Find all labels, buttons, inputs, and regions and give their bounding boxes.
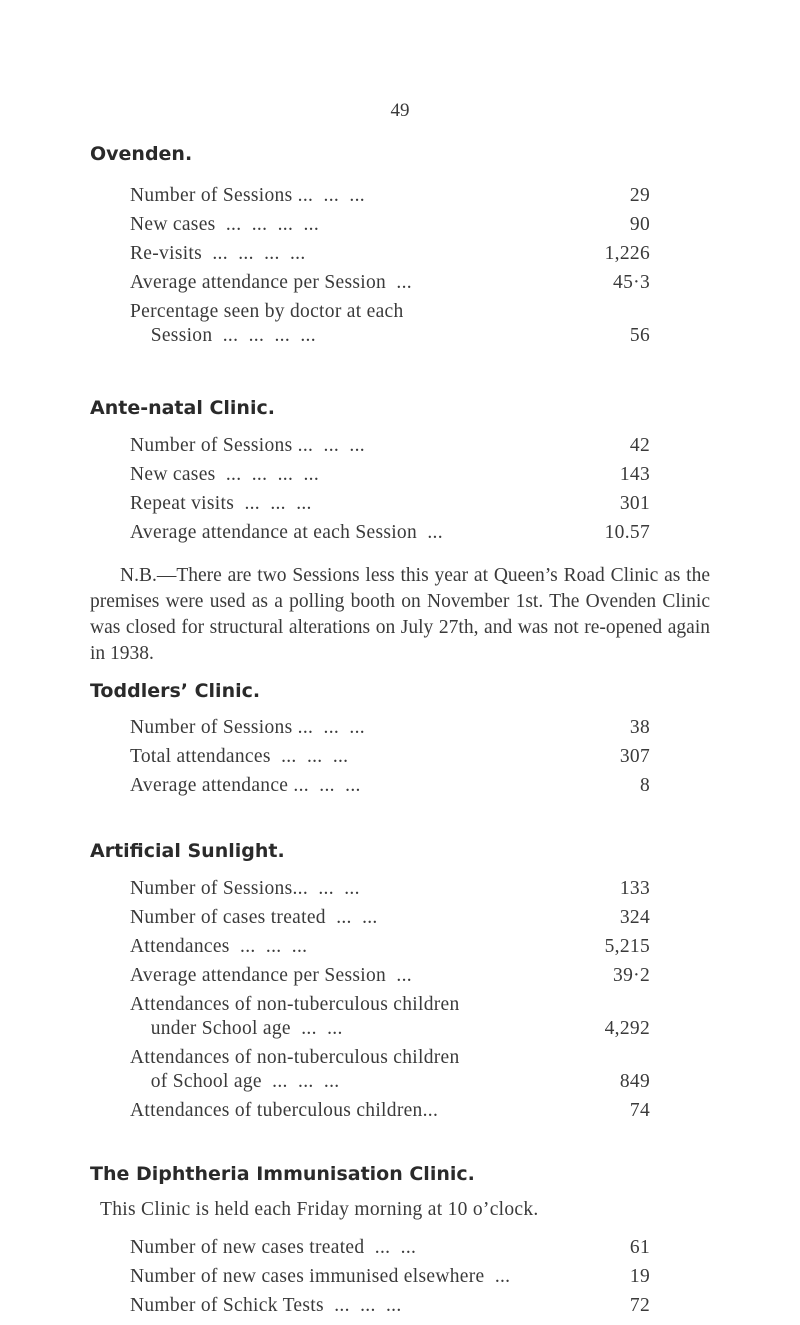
- diphtheria-heading: The Diphtheria Immunisation Clinic.: [90, 1163, 475, 1185]
- row-label: New cases ... ... ... ...: [130, 214, 320, 235]
- sunlight-row: [130, 1018, 650, 1048]
- sunlight-of-line: Attendances of non-tuberculous children: [130, 1047, 460, 1068]
- sunlight-heading: Artificial Sunlight.: [90, 840, 285, 862]
- row-label: under School age ... ...: [130, 1018, 343, 1039]
- antenatal-heading: Ante-natal Clinic.: [90, 397, 275, 419]
- sunlight-row: [130, 1100, 650, 1130]
- ovenden-row: [130, 214, 650, 244]
- row-value: 8: [639, 775, 650, 796]
- antenatal-row: [130, 464, 650, 494]
- antenatal-row: [130, 522, 650, 552]
- diphtheria-row: [130, 1266, 650, 1296]
- row-label: Number of new cases immunised elsewhere ...: [130, 1266, 511, 1287]
- row-label: New cases ... ... ... ...: [130, 464, 320, 485]
- row-value: 61: [629, 1237, 650, 1258]
- row-value: 90: [629, 214, 650, 235]
- ovenden-row: [130, 325, 650, 355]
- row-label: of School age ... ... ...: [130, 1071, 340, 1092]
- row-value: 307: [619, 746, 650, 767]
- row-value: 301: [619, 493, 650, 514]
- row-label: Number of cases treated ... ...: [130, 907, 378, 928]
- row-value: 1,226: [604, 243, 650, 264]
- row-label: Average attendance at each Session ...: [130, 522, 443, 543]
- page-number: 49: [390, 100, 410, 121]
- row-value: 38: [629, 717, 650, 738]
- row-label: Number of new cases treated ... ...: [130, 1237, 417, 1258]
- row-value: 143: [619, 464, 650, 485]
- row-value: 19: [629, 1266, 650, 1287]
- row-label: Attendances of tuberculous children...: [130, 1100, 439, 1121]
- diphtheria-row: [130, 1237, 650, 1267]
- toddlers-row: [130, 717, 650, 747]
- diphtheria-intro: This Clinic is held each Friday morning at 10 o’clock.: [100, 1199, 539, 1220]
- row-value: 849: [619, 1071, 650, 1092]
- antenatal-row: [130, 493, 650, 523]
- row-label: Number of Sessions ... ... ...: [130, 717, 365, 738]
- sunlight-row: [130, 936, 650, 966]
- sunlight-row: [130, 965, 650, 995]
- row-value: 5,215: [604, 936, 650, 957]
- sunlight-row: [130, 878, 650, 908]
- diphtheria-row: [130, 1295, 650, 1325]
- row-label: Session ... ... ... ...: [130, 325, 316, 346]
- row-label: Number of Schick Tests ... ... ...: [130, 1295, 402, 1316]
- toddlers-row: [130, 775, 650, 805]
- row-value: 42: [629, 435, 650, 456]
- row-label: Attendances ... ... ...: [130, 936, 308, 957]
- ovenden-heading: Ovenden.: [90, 143, 193, 165]
- toddlers-row: [130, 746, 650, 776]
- ovenden-row: [130, 185, 650, 215]
- row-label: Re-visits ... ... ... ...: [130, 243, 306, 264]
- ovenden-row: [130, 243, 650, 273]
- ovenden-row: [130, 272, 650, 302]
- sunlight-row: [130, 1071, 650, 1101]
- row-value: 39·2: [613, 965, 650, 986]
- row-value: 133: [619, 878, 650, 899]
- row-label: Repeat visits ... ... ...: [130, 493, 312, 514]
- row-value: 74: [629, 1100, 650, 1121]
- row-value: 72: [629, 1295, 650, 1316]
- ovenden-percentage-line: Percentage seen by doctor at each: [130, 301, 404, 322]
- antenatal-row: [130, 435, 650, 465]
- row-label: Total attendances ... ... ...: [130, 746, 349, 767]
- row-value: 45·3: [613, 272, 650, 293]
- row-value: 29: [629, 185, 650, 206]
- row-value: 4,292: [604, 1018, 650, 1039]
- row-label: Average attendance per Session ...: [130, 965, 412, 986]
- sunlight-under-line: Attendances of non-tuberculous children: [130, 994, 460, 1015]
- row-label: Number of Sessions ... ... ...: [130, 435, 365, 456]
- note-paragraph: N.B.—There are two Sessions less this year at Queen’s Road Clinic as the premises were used as a polling booth on November 1st. The Ovenden Clinic was closed for structural alterations on July 27th, and was not re-opened again in 1938.: [90, 565, 710, 664]
- sunlight-row: [130, 907, 650, 937]
- row-label: Average attendance ... ... ...: [130, 775, 361, 796]
- row-label: Average attendance per Session ...: [130, 272, 412, 293]
- row-value: 10.57: [604, 522, 650, 543]
- toddlers-heading: Toddlers’ Clinic.: [90, 680, 261, 702]
- row-value: 324: [619, 907, 650, 928]
- row-label: Number of Sessions... ... ...: [130, 878, 360, 899]
- row-label: Number of Sessions ... ... ...: [130, 185, 365, 206]
- row-value: 56: [629, 325, 650, 346]
